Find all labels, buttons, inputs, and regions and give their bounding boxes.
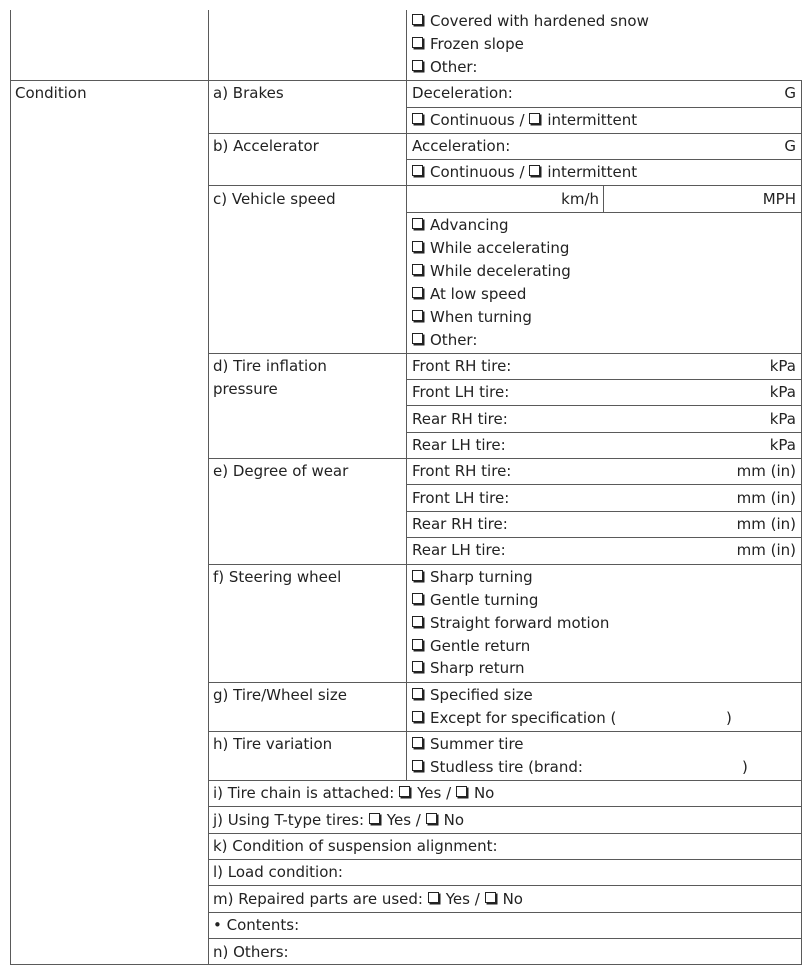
checkbox[interactable] [412,737,423,748]
grid-line [603,186,604,212]
grid-line [208,885,802,886]
wear-row-unit: mm (in) [736,515,796,533]
suspension-row: k) Condition of suspension alignment: [213,837,498,855]
checkbox[interactable] [412,639,423,650]
wheel-size-option: Specified size [412,686,533,704]
checkbox[interactable] [412,264,423,275]
checkbox[interactable] [412,616,423,627]
pressure-row-unit: kPa [769,357,796,375]
checkbox[interactable] [412,37,423,48]
speed-option: Other: [412,331,477,349]
pressure-row-label: Rear LH tire: [412,436,506,454]
checkbox[interactable] [412,241,423,252]
others-row: n) Others: [213,943,289,961]
steering-option: Gentle turning [412,591,538,609]
checkbox[interactable] [399,786,410,797]
variation-option: Studless tire (brand: [412,758,583,776]
grid-line [208,731,802,732]
grid-line [208,133,802,134]
pressure-row-unit: kPa [769,410,796,428]
pressure-label: d) Tire inflation [213,357,327,375]
grid-line [406,379,802,380]
checkbox[interactable] [412,333,423,344]
steering-label: f) Steering wheel [213,568,342,586]
variation-close: ) [742,758,748,776]
checkbox[interactable] [529,113,540,124]
deceleration-field: Deceleration: [412,84,513,102]
checkbox[interactable] [412,218,423,229]
steering-option: Straight forward motion [412,614,609,632]
grid-line [208,938,802,939]
variation-option: Summer tire [412,735,524,753]
checkbox[interactable] [369,813,380,824]
checkbox[interactable] [485,892,496,903]
speed-option: At low speed [412,285,526,303]
grid-line [208,185,802,186]
wear-row-label: Rear LH tire: [412,541,506,559]
steering-option: Gentle return [412,637,530,655]
brakes-label: a) Brakes [213,84,284,102]
grid-line [406,405,802,406]
grid-line [406,484,802,485]
speed-option: While decelerating [412,262,571,280]
wear-row-unit: mm (in) [736,462,796,480]
pressure-row-label: Front RH tire: [412,357,512,375]
variation-label: h) Tire variation [213,735,333,753]
acceleration-unit: G [784,137,796,155]
grid-line [10,964,802,965]
checkbox[interactable] [412,113,423,124]
grid-line [208,353,802,354]
wheel-size-option: Except for specification ( [412,709,616,727]
checkbox[interactable] [412,760,423,771]
checkbox[interactable] [412,310,423,321]
grid-line [208,780,802,781]
wheel-size-label: g) Tire/Wheel size [213,686,347,704]
grid-line [208,859,802,860]
grid-line [208,10,209,965]
checkbox[interactable] [412,711,423,722]
grid-line [406,10,407,781]
grid-line [208,833,802,834]
grid-line [10,10,11,965]
wheel-size-close: ) [726,709,732,727]
steering-option: Sharp turning [412,568,533,586]
grid-line [208,806,802,807]
accelerator-options: Continuous / intermittent [412,163,637,181]
wear-row-label: Rear RH tire: [412,515,508,533]
wear-row-unit: mm (in) [736,541,796,559]
pressure-row-label: Front LH tire: [412,383,510,401]
acceleration-field: Acceleration: [412,137,511,155]
checkbox[interactable] [426,813,437,824]
pressure-row-unit: kPa [769,436,796,454]
grid-line [208,912,802,913]
wear-row-label: Front RH tire: [412,462,512,480]
checkbox[interactable] [412,165,423,176]
contents-row: • Contents: [213,916,300,934]
grid-line [406,511,802,512]
brakes-options: Continuous / intermittent [412,111,637,129]
checkbox[interactable] [412,593,423,604]
grid-line [406,159,802,160]
road-option: Frozen slope [412,35,524,53]
checkbox[interactable] [412,60,423,71]
pressure-label: pressure [213,380,278,398]
checkbox[interactable] [456,786,467,797]
checkbox[interactable] [412,688,423,699]
grid-line [208,682,802,683]
grid-line [406,107,802,108]
pressure-row-label: Rear RH tire: [412,410,508,428]
chain-row: i) Tire chain is attached: Yes / No [213,784,495,802]
checkbox[interactable] [412,14,423,25]
grid-line [208,564,802,565]
speed-option: Advancing [412,216,509,234]
speed-option: When turning [412,308,532,326]
speed-kmh-unit: km/h [561,190,599,208]
checkbox[interactable] [412,570,423,581]
checkbox[interactable] [412,287,423,298]
checkbox[interactable] [428,892,439,903]
ttype-row: j) Using T-type tires: Yes / No [213,811,465,829]
grid-line [406,212,802,213]
grid-line [10,80,802,81]
pressure-row-unit: kPa [769,383,796,401]
deceleration-unit: G [784,84,796,102]
road-option: Covered with hardened snow [412,12,649,30]
speed-option: While accelerating [412,239,569,257]
wear-row-unit: mm (in) [736,489,796,507]
repaired-row: m) Repaired parts are used: Yes / No [213,890,523,908]
wear-row-label: Front LH tire: [412,489,510,507]
load-row: l) Load condition: [213,863,343,881]
checkbox[interactable] [412,661,423,672]
grid-line [406,432,802,433]
wear-label: e) Degree of wear [213,462,349,480]
speed-label: c) Vehicle speed [213,190,336,208]
grid-line [406,537,802,538]
accelerator-label: b) Accelerator [213,137,319,155]
grid-line [208,458,802,459]
road-option: Other: [412,58,477,76]
speed-mph-unit: MPH [762,190,796,208]
checkbox[interactable] [529,165,540,176]
condition-title: Condition [15,84,87,102]
steering-option: Sharp return [412,659,525,677]
